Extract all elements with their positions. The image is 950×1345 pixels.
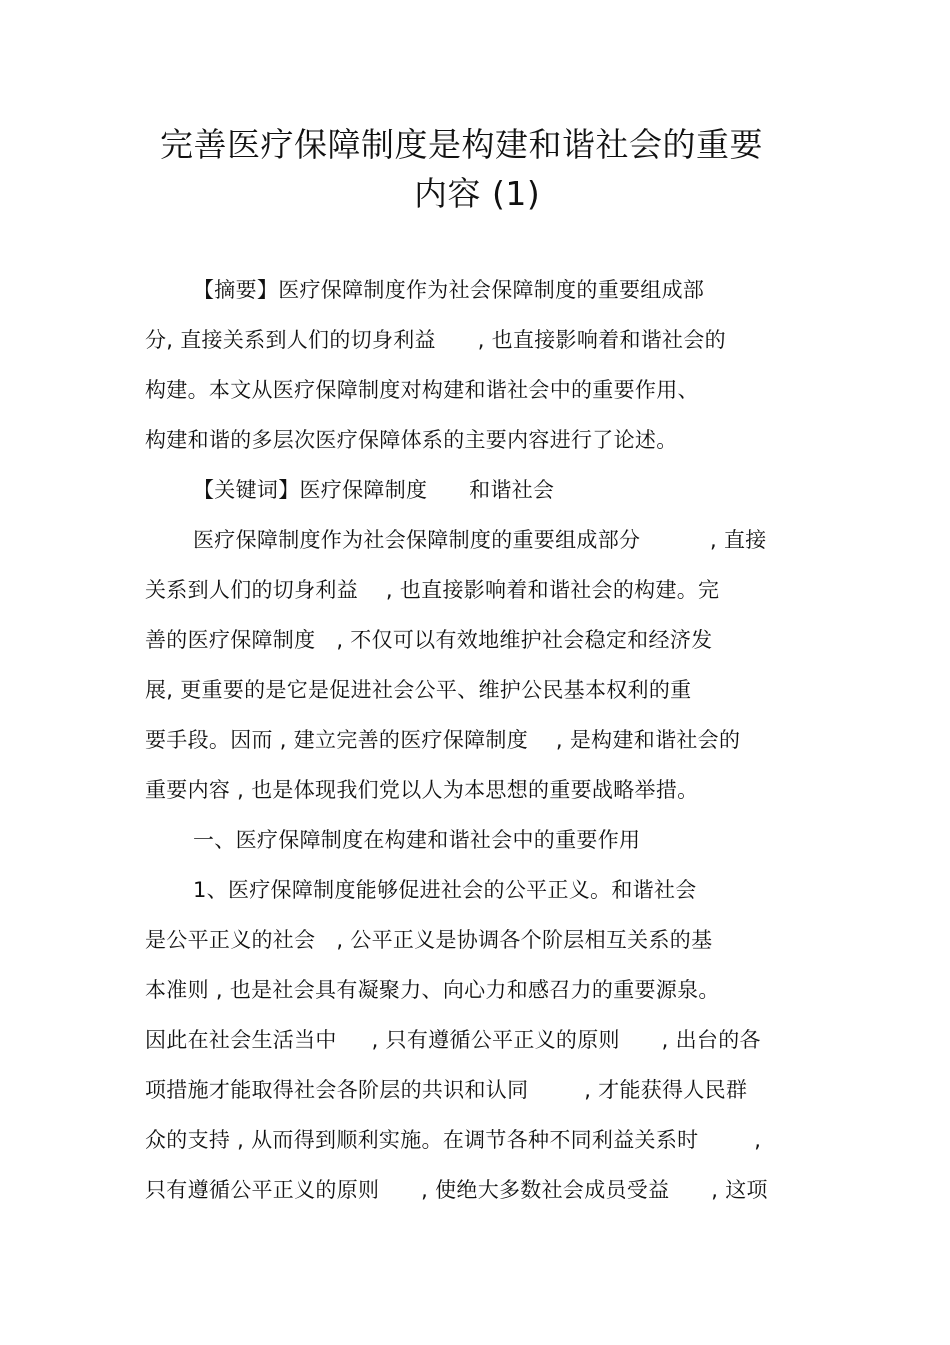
document-title-line-2: 内容 (1)	[414, 174, 541, 213]
body-line: 要手段。因而 , 建立完善的医疗保障制度 , 是构建和谐社会的	[145, 728, 741, 752]
body-line: 善的医疗保障制度 , 不仅可以有效地维护社会稳定和经济发	[145, 628, 713, 652]
body-line: 重要内容 , 也是体现我们党以人为本思想的重要战略举措。	[145, 778, 699, 802]
body-line: 是公平正义的社会 , 公平正义是协调各个阶层相互关系的基	[145, 928, 713, 952]
body-line: 项措施才能取得社会各阶层的共识和认同 , 才能获得人民群	[145, 1078, 748, 1102]
body-line: 只有遵循公平正义的原则 , 使绝大多数社会成员受益 , 这项	[145, 1178, 768, 1202]
abstract-line-1: 【摘要】医疗保障制度作为社会保障制度的重要组成部	[193, 278, 705, 302]
section-heading: 一、医疗保障制度在构建和谐社会中的重要作用	[193, 828, 641, 852]
body-line: 医疗保障制度作为社会保障制度的重要组成部分 , 直接	[193, 528, 767, 552]
abstract-line-4: 构建和谐的多层次医疗保障体系的主要内容进行了论述。	[145, 428, 678, 452]
abstract-line-2: 分, 直接关系到人们的切身利益 , 也直接影响着和谐社会的	[145, 328, 726, 352]
body-line: 本准则 , 也是社会具有凝聚力、向心力和感召力的重要源泉。	[145, 978, 720, 1002]
body-line: 因此在社会生活当中 , 只有遵循公平正义的原则 , 出台的各	[145, 1028, 761, 1052]
abstract-line-3: 构建。本文从医疗保障制度对构建和谐社会中的重要作用、	[145, 378, 699, 402]
document-title-line-1: 完善医疗保障制度是构建和谐社会的重要	[160, 125, 763, 164]
body-line: 展, 更重要的是它是促进社会公平、维护公民基本权利的重	[145, 678, 692, 702]
body-line: 众的支持 , 从而得到顺利实施。在调节各种不同利益关系时 ,	[145, 1128, 762, 1152]
body-line: 1、医疗保障制度能够促进社会的公平正义。和谐社会	[193, 878, 697, 902]
body-line: 关系到人们的切身利益 , 也直接影响着和谐社会的构建。完	[145, 578, 720, 602]
keywords-line: 【关键词】医疗保障制度 和谐社会	[193, 478, 555, 502]
